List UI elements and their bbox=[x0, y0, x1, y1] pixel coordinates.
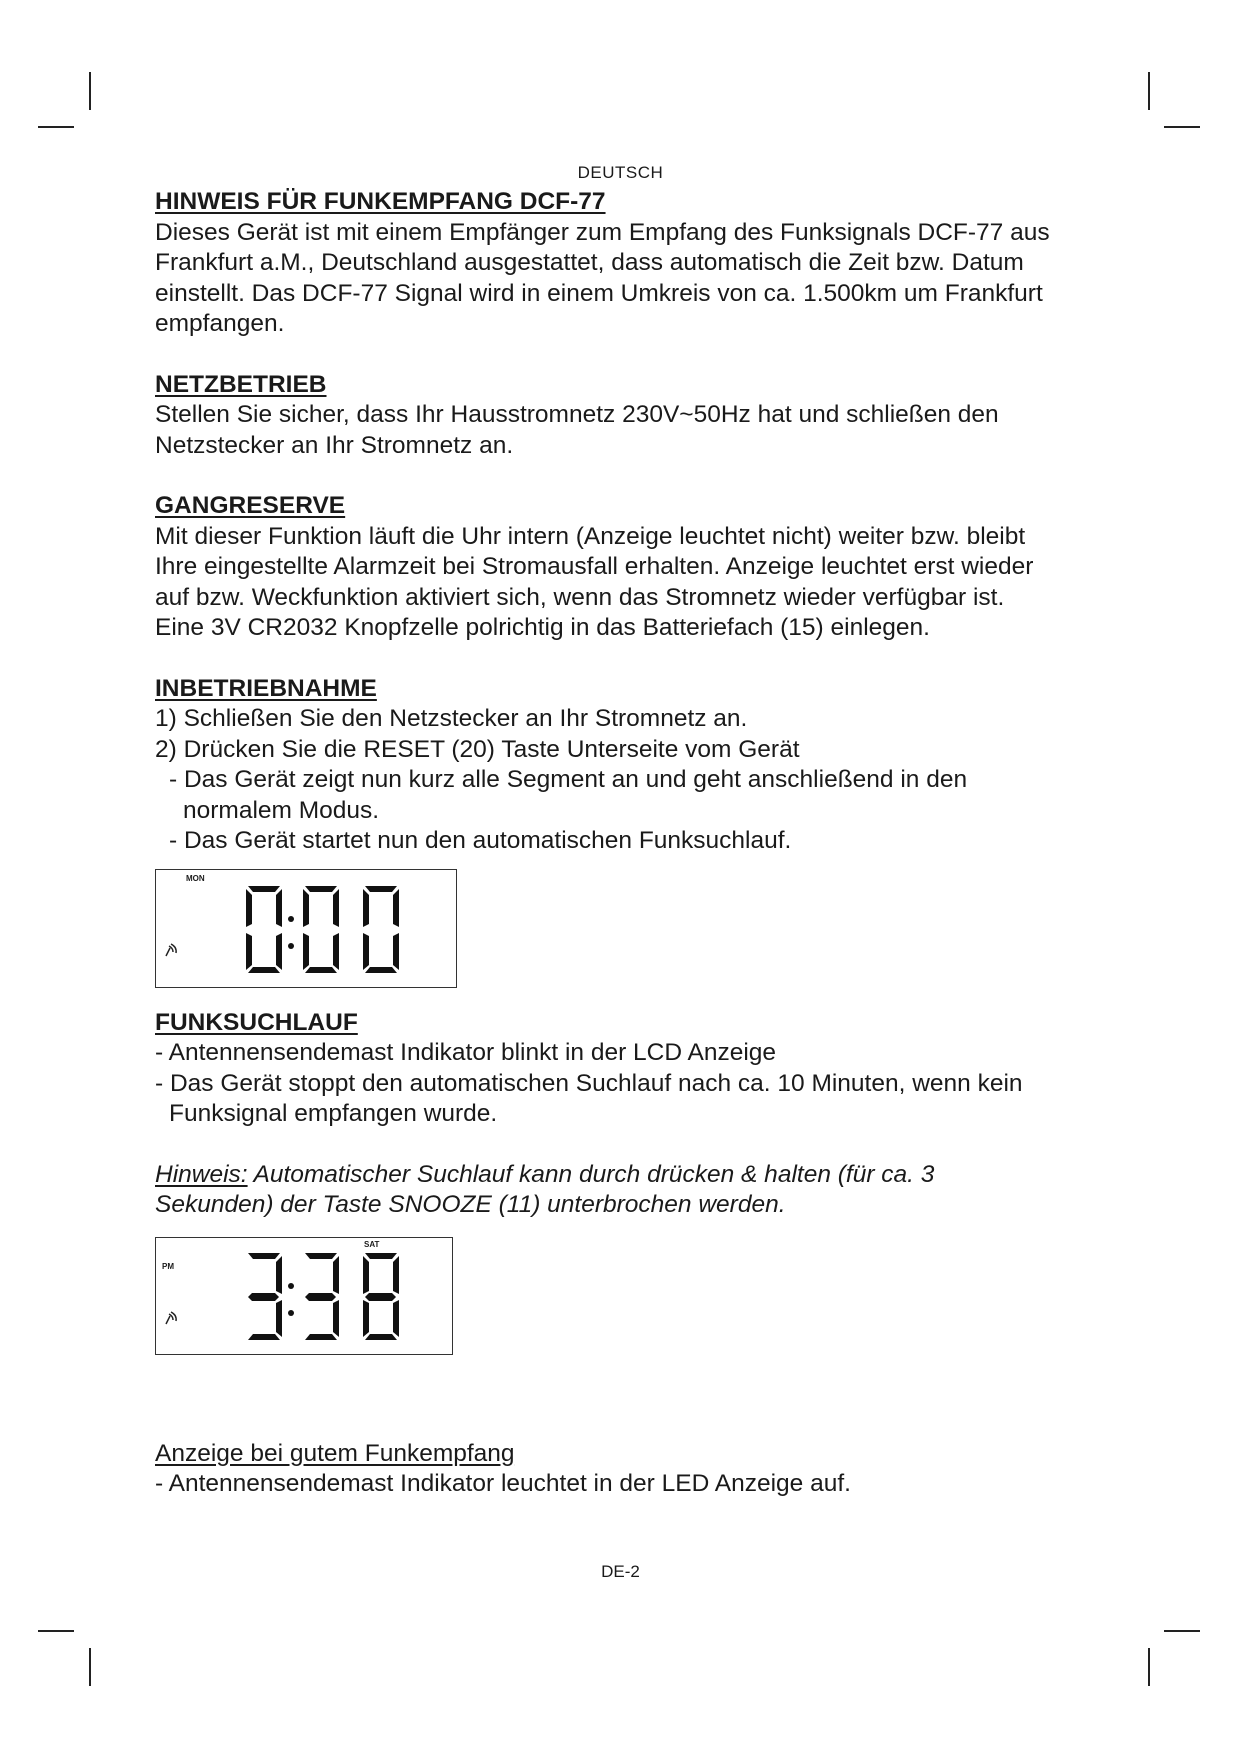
note-text: Automatischer Suchlauf kann durch drücken & halten (für ca. 3 bbox=[247, 1160, 935, 1188]
bullet-item: - Das Gerät startet nun den automatischen Funksuchlauf. bbox=[169, 827, 792, 854]
lcd-pm-label: PM bbox=[162, 1261, 174, 1271]
section-heading-gangreserve: GANGRESERVE bbox=[155, 492, 346, 519]
seven-segment-digits bbox=[246, 886, 399, 973]
crop-mark bbox=[89, 1648, 91, 1686]
bullet-item: - Antennensendemast Indikator leuchtet in der LED Anzeige auf. bbox=[155, 1470, 851, 1497]
note-line: Sekunden) der Taste SNOOZE (11) unterbrochen werden. bbox=[155, 1191, 786, 1218]
lcd-display-2 bbox=[155, 1237, 453, 1355]
body-line: Netzstecker an Ihr Stromnetz an. bbox=[155, 431, 514, 459]
body-line: auf bzw. Weckfunktion aktiviert sich, wenn das Stromnetz wieder verfügbar ist. bbox=[155, 583, 1005, 611]
page-content bbox=[155, 187, 1095, 1500]
section-heading-dcf: HINWEIS FÜR FUNKEMPFANG DCF-77 bbox=[155, 188, 606, 215]
note-label: Hinweis: bbox=[155, 1160, 248, 1188]
step-item: 2) Drücken Sie die RESET (20) Taste Unterseite vom Gerät bbox=[155, 735, 800, 763]
lcd-display-1 bbox=[155, 869, 457, 988]
lcd-day-label: SAT bbox=[364, 1239, 380, 1249]
bullet-item-cont: normalem Modus. bbox=[183, 796, 380, 824]
lcd-digits-2 bbox=[156, 1238, 452, 1354]
body-line: einstellt. Das DCF-77 Signal wird in einem Umkreis von ca. 1.500km um Frankfurt bbox=[155, 279, 1043, 307]
body-line: Stellen Sie sicher, dass Ihr Hausstromnetz 230V~50Hz hat und schließen den bbox=[155, 401, 999, 428]
lcd-day-label: MON bbox=[186, 873, 205, 883]
step-item: 1) Schließen Sie den Netzstecker an Ihr Stromnetz an. bbox=[155, 705, 748, 732]
crop-mark bbox=[89, 72, 91, 110]
crop-mark bbox=[1148, 72, 1150, 110]
lcd-digits-1 bbox=[156, 870, 456, 987]
section-heading-funksuchlauf: FUNKSUCHLAUF bbox=[155, 1008, 358, 1036]
body-line: Frankfurt a.M., Deutschland ausgestattet, dass automatisch die Zeit bzw. Datum bbox=[155, 249, 1024, 276]
body-line: empfangen. bbox=[155, 310, 285, 337]
bullet-item: - Das Gerät stoppt den automatischen Suchlauf nach ca. 10 Minuten, wenn kein bbox=[155, 1069, 1023, 1097]
antenna-icon bbox=[166, 1312, 176, 1324]
page-header: DEUTSCH bbox=[577, 163, 664, 182]
body-line: Mit dieser Funktion läuft die Uhr intern (Anzeige leuchtet nicht) weiter bzw. bleibt bbox=[155, 522, 1026, 550]
note-line bbox=[155, 1160, 1095, 1191]
crop-mark bbox=[38, 1630, 74, 1632]
bullet-item-cont: Funksignal empfangen wurde. bbox=[169, 1100, 498, 1127]
body-line: Eine 3V CR2032 Knopfzelle polrichtig in das Batteriefach (15) einlegen. bbox=[155, 614, 930, 641]
crop-mark bbox=[38, 126, 74, 128]
section-heading-netzbetrieb: NETZBETRIEB bbox=[155, 370, 327, 398]
crop-mark bbox=[1164, 1630, 1200, 1632]
antenna-icon bbox=[166, 944, 176, 956]
subheading-empfang: Anzeige bei gutem Funkempfang bbox=[155, 1439, 515, 1467]
body-line: Ihre eingestellte Alarmzeit bei Stromausfall erhalten. Anzeige leuchtet erst wieder bbox=[155, 553, 1034, 580]
bullet-item: - Das Gerät zeigt nun kurz alle Segment an und geht anschließend in den bbox=[169, 766, 968, 793]
seven-segment-digits bbox=[248, 1253, 399, 1340]
page-number: DE-2 bbox=[601, 1562, 640, 1581]
crop-mark bbox=[1164, 126, 1200, 128]
body-line: Dieses Gerät ist mit einem Empfänger zum Empfang des Funksignals DCF-77 aus bbox=[155, 218, 1050, 246]
crop-mark bbox=[1148, 1648, 1150, 1686]
section-heading-inbetriebnahme: INBETRIEBNAHME bbox=[155, 674, 377, 702]
bullet-item: - Antennensendemast Indikator blinkt in der LCD Anzeige bbox=[155, 1039, 777, 1066]
